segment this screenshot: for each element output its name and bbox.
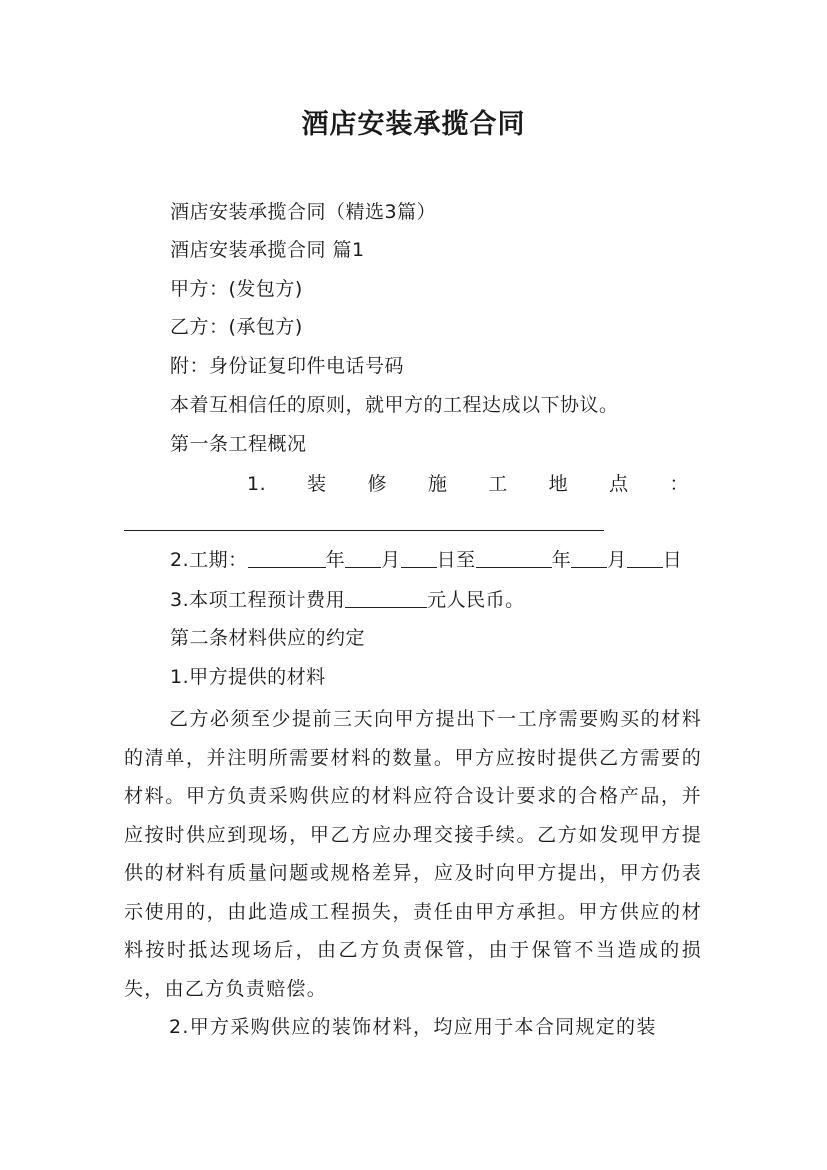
site-char: 修 [367, 473, 387, 495]
blank [401, 549, 437, 568]
article-2-heading: 第二条材料供应的约定 [170, 627, 366, 649]
article-1-heading: 第一条工程概况 [170, 433, 307, 455]
party-b: 乙方：(承包方) [170, 316, 303, 338]
intro-sentence: 本着互相信任的原则，就甲方的工程达成以下协议。 [170, 394, 619, 416]
blank [476, 549, 552, 568]
site-line [247, 472, 689, 496]
site-blank-line [124, 530, 604, 531]
attachment-note: 附：身份证复印件电话号码 [170, 355, 405, 377]
site-char: ： [669, 473, 689, 495]
period-line [170, 548, 682, 572]
cost-prefix: 3.本项工程预计费用 [170, 589, 346, 611]
cost-suffix: 元人民币。 [427, 589, 525, 611]
site-char: 工 [488, 473, 508, 495]
site-char: 装 [307, 473, 327, 495]
period-label: 2.工期： [170, 549, 248, 571]
site-char: 1. [247, 473, 267, 495]
period-unit: 年 [551, 549, 572, 571]
item-1-heading: 1.甲方提供的材料 [170, 666, 326, 688]
period-unit: 月 [381, 549, 401, 571]
site-char: 地 [548, 473, 569, 495]
paragraph-materials: 乙方必须至少提前三天向甲方提出下一工序需要购买的材料的清单，并注明所需要材料的数量。甲方应按时提供乙方需要的材料。甲方负责采购供应的材料应符合设计要求的合格产品，并应按时供应到现场，甲乙方应办理交接手续。乙方如发现甲方提供的材料有质量问题或规格差异，应及时向甲方提出，甲方仍表示使用的，由此造成工程损失，责任由甲方承担。甲方供应的材料按时抵达现场后，由乙方负责保管，由于保管不当造成的损失，由乙方负责赔偿。 [124, 708, 702, 1000]
blank [345, 589, 427, 608]
site-char: 点 [609, 473, 629, 495]
period-unit: 日 [662, 549, 683, 571]
blank [571, 549, 607, 568]
period-unit: 月 [607, 549, 627, 571]
site-char: 施 [427, 473, 448, 495]
paragraph-item-2: 2.甲方采购供应的装饰材料，均应用于本合同规定的装 [169, 1016, 657, 1038]
blank [345, 549, 381, 568]
subtitle: 酒店安装承揽合同（精选3篇） [170, 201, 437, 223]
cost-line [170, 588, 525, 612]
document-title: 酒店安装承揽合同 [301, 109, 526, 140]
party-a: 甲方：(发包方) [170, 278, 303, 300]
part-heading: 酒店安装承揽合同 篇1 [170, 239, 365, 261]
period-unit: 年 [325, 549, 346, 571]
period-unit: 日至 [436, 549, 476, 571]
blank [627, 549, 663, 568]
blank [248, 549, 326, 568]
